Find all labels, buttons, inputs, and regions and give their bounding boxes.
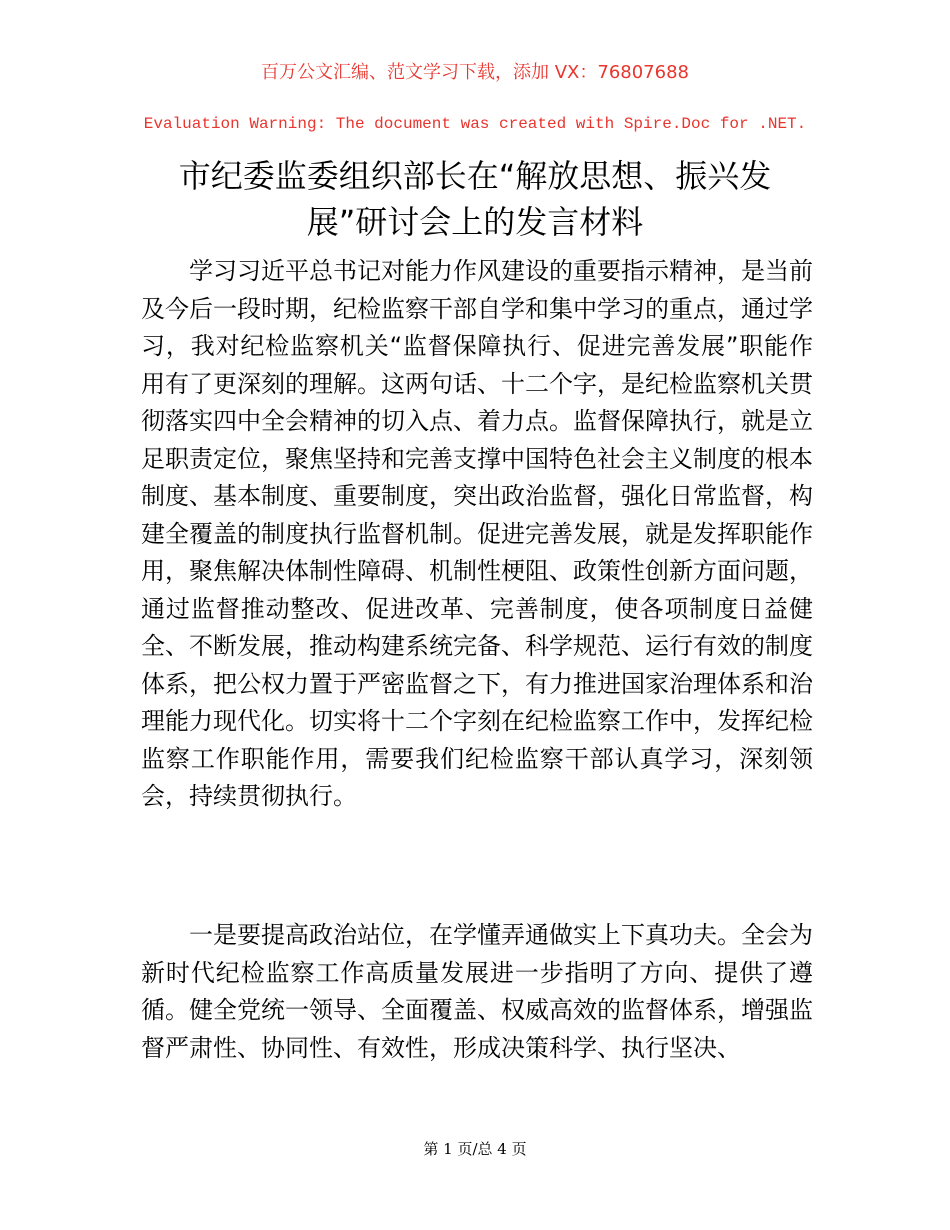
body-paragraph: 一是要提高政治站位，在学懂弄通做实上下真功夫。全会为新时代纪检监察工作高质量发展进一步指明了方向、提供了遵循。健全党统一领导、全面覆盖、权威高效的监督体系，增强监督严肃性、协同性、有效性，形成决策科学、执行坚决、 <box>141 921 813 1062</box>
evaluation-warning: Evaluation Warning: The document was created with Spire.Doc for .NET. <box>143 115 807 133</box>
document-title: 市纪委监委组织部长在“解放思想、振兴发展”研讨会上的发言材料 <box>178 157 772 241</box>
page-indicator: 第 1 页/总 4 页 <box>423 1140 527 1158</box>
promo-header: 百万公文汇编、范文学习下载，添加 VX：76807688 <box>261 62 689 83</box>
body-paragraph: 学习习近平总书记对能力作风建设的重要指示精神，是当前及今后一段时期，纪检监察干部自学和集中学习的重点，通过学习，我对纪检监察机关“监督保障执行、促进完善发展”职能作用有了更深刻的理解。这两句话、十二个字，是纪检监察机关贯彻落实四中全会精神的切入点、着力点。监督保障执行，就是立足职责定位，聚焦坚持和完善支撑中国特色社会主义制度的根本制度、基本制度、重要制度，突出政治监督，强化日常监督，构建全覆盖的制度执行监督机制。促进完善发展，就是发挥职能作用，聚焦解决体制性障碍、机制性梗阻、政策性创新方面问题，通过监督推动整改、促进改革、完善制度，使各项制度日益健全、不断发展，推动构建系统完备、科学规范、运行有效的制度体系，把公权力置于严密监督之下，有力推进国家治理体系和治理能力现代化。切实将十二个字刻在纪检监察工作中，发挥纪检监察工作职能作用，需要我们纪检监察干部认真学习，深刻领会，持续贯彻执行。 <box>141 257 813 810</box>
